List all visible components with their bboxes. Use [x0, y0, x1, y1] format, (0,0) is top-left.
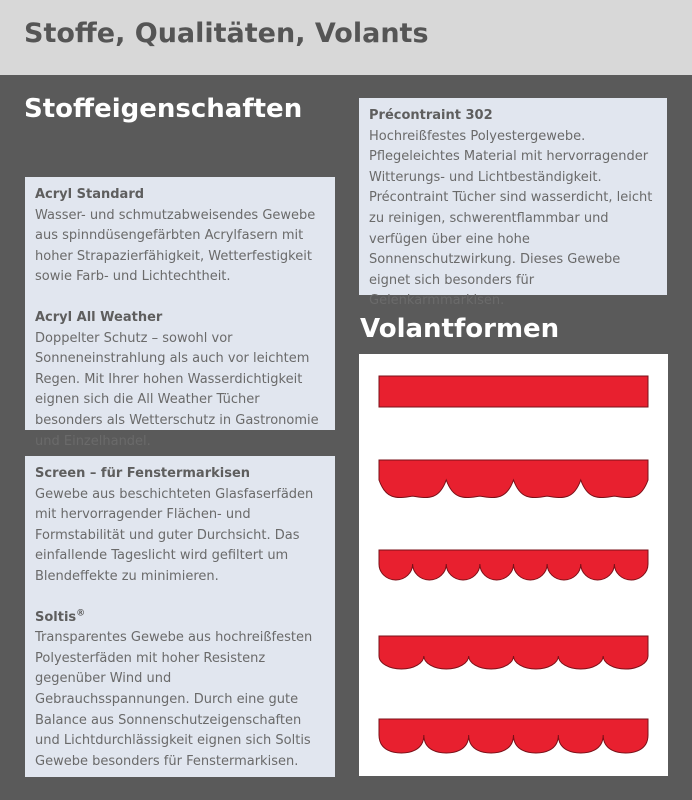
registered-mark: ® — [76, 608, 86, 619]
fabric-panel-screen — [25, 456, 335, 777]
valance-flat-scallop — [379, 636, 648, 669]
valance-shapes-box — [359, 354, 668, 776]
entry-text-precontraint: Pflegeleichtes Material mit hervorragender Witterungs- und Lichtbeständigkeit. Précontraint Tücher sind wasserdicht, leicht zu reinigen, schwerentflammbar und verfügen über eine hohe Sonnenschutzwirkung. Dieses Gewebe eignet sich besonders für Gelenkarmmarkisen. — [369, 149, 653, 309]
page-title: Stoffe, Qualitäten, Volants — [24, 18, 429, 49]
valance-wave — [379, 460, 648, 498]
fabrics-heading: Stoffeigenschaften — [24, 94, 303, 124]
entry-spacer — [35, 588, 325, 608]
header-band — [0, 0, 692, 75]
valance-pointed-scallop — [379, 719, 648, 753]
entry-line: aus spinndüsengefärbten Acrylfasern mit — [35, 228, 304, 244]
entry-text-soltis: Transparentes Gewebe aus hochreißfesten Polyesterfäden mit hoher Resistenz gegenüber Wind und Gebrauchsspannungen. Durch eine gute Balance aus Sonnenschutzeigenschaften und Lichtdurchlässigkeit eignen sich Soltis Gewebe besonders für Fenstermarkisen. — [35, 630, 313, 769]
entry-line: sowie Farb- und Lichtechtheit. — [35, 269, 231, 285]
entry-line: Wasser- und schmutzabweisendes Gewebe — [35, 207, 316, 223]
valances-heading: Volantformen — [360, 314, 560, 344]
entry-line: hoher Strapazierfähigkeit, Wetterfestigkeit — [35, 248, 312, 264]
soltis-name: Soltis — [35, 609, 77, 625]
entry-title-precontraint: Précontraint 302 — [369, 108, 493, 123]
fabric-panel-precontraint — [359, 98, 667, 309]
entry-title-acryl-all-weather: Acryl All Weather — [35, 309, 163, 325]
entry-title-acryl-standard: Acryl Standard — [35, 187, 145, 202]
entry-text-acryl-all-weather: Doppelter Schutz – sowohl vor Sonneneinstrahlung als auch vor leichtem Regen. Mit Ihrer hohen Wasserdichtigkeit eignen sich die All Weather Tücher besonders als Wetterschutz in Gastronomie und Einzelhandel. — [35, 330, 319, 449]
entry-text-screen: Gewebe aus beschichteten Glasfaserfäden mit hervorragender Flächen- und Formstabilität und guter Durchsicht. Das einfallende Tageslicht wird gefiltert um Blendeffekte zu minimieren. — [35, 486, 314, 584]
entry-line: Hochreißfestes Polyestergewebe. — [369, 128, 586, 144]
valance-straight — [379, 376, 648, 407]
entry-title-soltis — [35, 608, 325, 629]
valance-shapes-graphic — [359, 354, 668, 776]
entry-title-screen: Screen – für Fenstermarkisen — [35, 466, 251, 481]
fabric-panel-acryl — [25, 177, 335, 449]
entry-spacer — [35, 288, 325, 308]
valance-small-scallop — [379, 550, 648, 580]
